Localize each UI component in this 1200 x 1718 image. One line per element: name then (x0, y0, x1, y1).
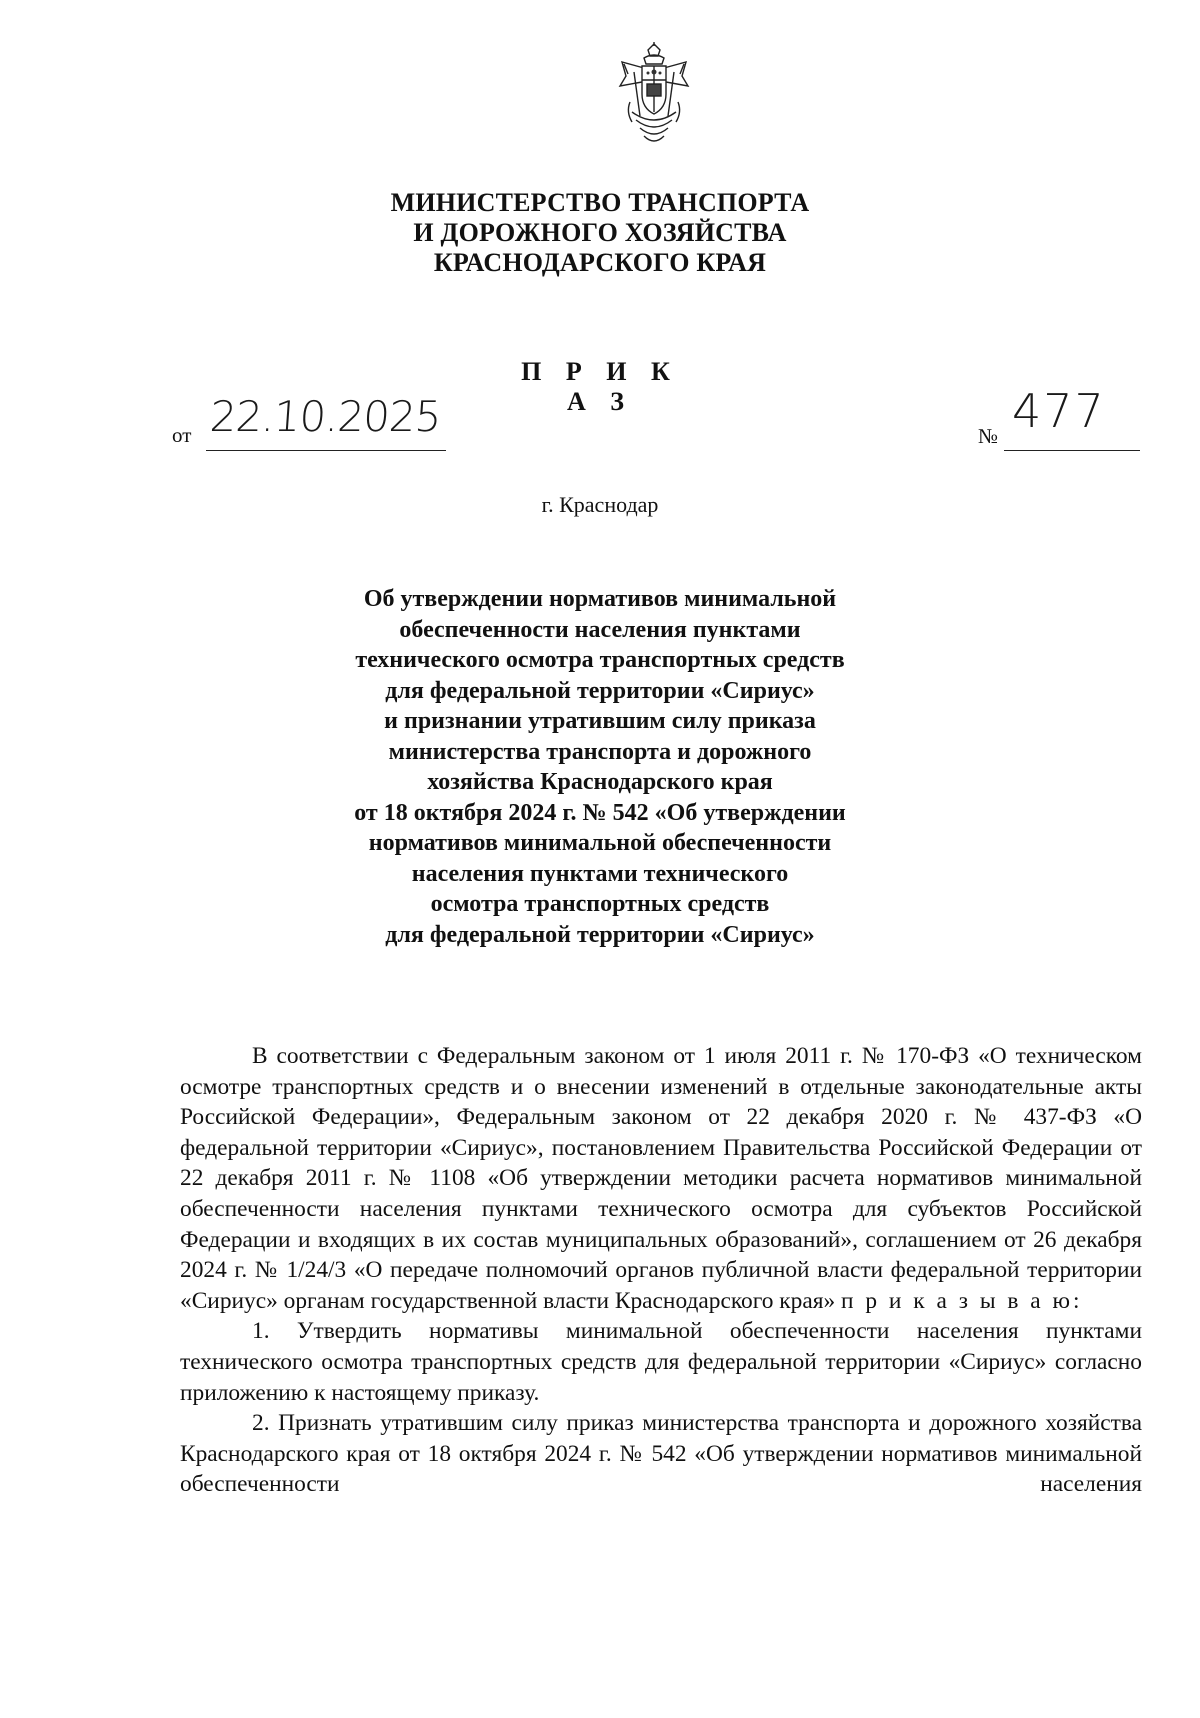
ministry-line: КРАСНОДАРСКОГО КРАЯ (433, 248, 767, 277)
subject-line: для федеральной территории «Сириус» (385, 921, 815, 948)
city-name: г. Краснодар (541, 492, 659, 517)
number-prefix: № (978, 424, 999, 448)
krasnodar-krai-coat-of-arms-icon (614, 42, 694, 148)
subject-line: населения пунктами технического (411, 860, 789, 887)
document-body (180, 1041, 1142, 1500)
preamble-text: В соответствии с Федеральным законом от 1 июля 2011 г. № 170-ФЗ «О техническом осмотре транспортных средств и о внесении изменений в отдельные законодательные акты Российской Федерации», Федеральным законом от 22 декабря 2020 г. № 437-ФЗ «О федеральной территории «Сириус», постановлением Правительства Российской Федерации от 22 декабря 2011 г. № 1108 «Об утверждении методики расчета нормативов минимальной обеспеченности населения пунктами технического осмотра для субъектов Российской Федерации и входящих в их состав муниципальных образований», соглашением от 26 декабря 2024 г. № 1/24/3 «О передаче полномочий органов публичной власти федеральной территории «Сириус» органам государственной власти Краснодарского края» (180, 1043, 1142, 1314)
number-underline (1004, 450, 1140, 451)
subject-line: технического осмотра транспортных средств (355, 647, 845, 673)
item-1-paragraph: 1. Утвердить нормативы минимальной обеспеченности населения пунктами технического осмотра транспортных средств для федеральной территории «Сириус» согласно приложению к настоящему приказу. (180, 1318, 1142, 1406)
subject-line: осмотра транспортных средств (430, 891, 770, 917)
subject-line: обеспеченности населения пунктами (399, 616, 801, 643)
subject-line: нормативов минимальной обеспеченности (368, 830, 832, 856)
subject-line: для федеральной территории «Сириус» (385, 677, 815, 704)
item-2-paragraph: 2. Признать утратившим силу приказ министерства транспорта и дорожного хозяйства Краснодарского края от 18 октября 2024 г. № 542 «Об утверждении нормативов минимальной обеспеченности населения (180, 1410, 1142, 1498)
ministry-name (300, 188, 900, 278)
date-prefix: от (172, 423, 192, 447)
handwritten-number: 477 (1012, 384, 1106, 438)
document-type-title: П Р И К А З (521, 357, 679, 416)
date-underline (206, 450, 446, 451)
subject-line: и признании утратившим силу приказа (384, 708, 816, 734)
subject-line: хозяйства Краснодарского края (427, 769, 773, 795)
handwritten-date: 22.10.2025 (208, 392, 443, 441)
order-subject (300, 584, 900, 950)
preamble-paragraph (180, 1041, 1142, 1316)
ministry-line: МИНИСТЕРСТВО ТРАНСПОРТА (390, 188, 810, 217)
subject-line: министерства транспорта и дорожного (388, 738, 812, 765)
ministry-line: И ДОРОЖНОГО ХОЗЯЙСТВА (413, 218, 787, 247)
subject-line: от 18 октября 2024 г. № 542 «Об утверждении (354, 799, 846, 826)
order-word: п р и к а з ы в а ю: (841, 1287, 1083, 1314)
subject-line: Об утверждении нормативов минимальной (363, 586, 837, 612)
